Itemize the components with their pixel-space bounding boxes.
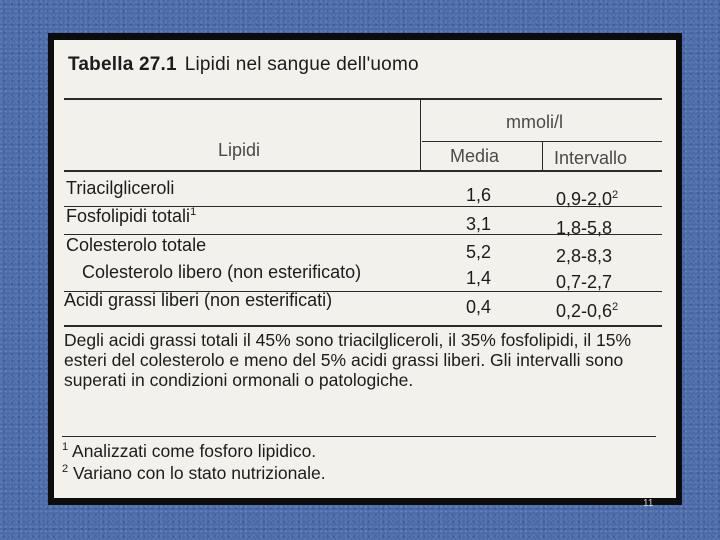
divider-vertical-header bbox=[420, 100, 421, 144]
row-range: 2,8-8,3 bbox=[556, 246, 613, 266]
footnote-2: $^2$ Variano con lo stato nutrizionale. bbox=[62, 463, 326, 483]
row-mean: 1,6 bbox=[466, 185, 492, 205]
rule-footnotes bbox=[62, 436, 656, 437]
row-name: Acidi grassi liberi (non esterificati) bbox=[64, 290, 333, 310]
row-mean: 1,4 bbox=[466, 268, 492, 288]
column-header-lipidi: Lipidi bbox=[218, 140, 261, 160]
row-range: 1,8-5,8 bbox=[556, 218, 613, 238]
footnote-1: $^1$ Analizzati come fosforo lipidico. bbox=[62, 441, 317, 461]
table-note: Degli acidi grassi totali il 45% sono triacilgliceroli, il 35% fosfolipidi, il 15% esteri del colesterolo e meno del 5% acidi grassi liberi. Gli intervalli sono superati in condizioni ormonali o patologiche. bbox=[64, 330, 632, 390]
rule-table-bottom bbox=[64, 325, 662, 327]
row-mean: 3,1 bbox=[466, 214, 492, 234]
scanned-table-page bbox=[54, 40, 676, 498]
row-mean: 0,4 bbox=[466, 297, 492, 317]
row-name: Colesterolo libero (non esterificato) bbox=[82, 262, 362, 282]
table-title-text: Lipidi nel sangue dell'uomo bbox=[184, 54, 419, 75]
row-range: $0,9-2,0^2$ bbox=[556, 189, 619, 209]
row-name: Fosfolipidi totali$^1$ bbox=[66, 206, 197, 226]
divider-vertical-mean bbox=[542, 141, 543, 171]
page-number: 11 bbox=[643, 498, 654, 509]
row-range: 0,7-2,7 bbox=[556, 272, 613, 292]
column-header-media: Media bbox=[450, 146, 500, 166]
unit-header: mmoli/l bbox=[506, 112, 563, 132]
row-name: Colesterolo totale bbox=[66, 235, 207, 255]
row-mean: 5,2 bbox=[466, 242, 492, 262]
table-title bbox=[68, 54, 419, 76]
row-range: $0,2-0,6^2$ bbox=[556, 301, 619, 321]
rule-header-bottom bbox=[64, 170, 662, 172]
column-header-intervallo: Intervallo bbox=[554, 148, 628, 168]
rule-top bbox=[64, 98, 662, 100]
table-number: Tabella 27.1 bbox=[68, 54, 177, 75]
row-name: Triacilgliceroli bbox=[66, 178, 175, 198]
divider-vertical-lipid bbox=[420, 141, 421, 171]
